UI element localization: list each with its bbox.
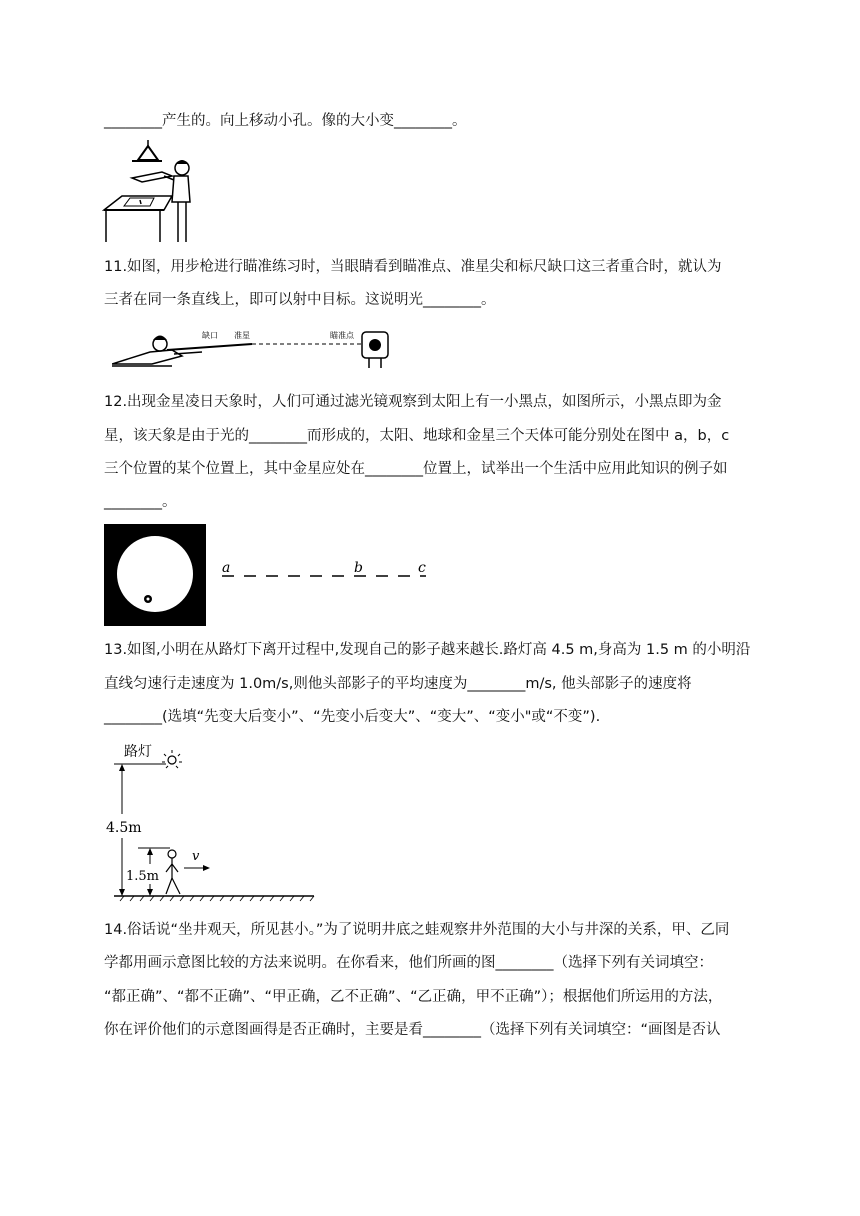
- q12-text-line-3: 三个位置的某个位置上，其中金星应处在________位置上，试举出一个生活中应用此知识的例子如: [104, 461, 728, 477]
- velocity-label: v: [192, 849, 200, 864]
- pinhole-experiment-figure: [102, 140, 194, 244]
- front-sight-label: 准星: [234, 331, 250, 340]
- lamp-height-label: 4.5m: [106, 820, 142, 836]
- person-height-label: 1.5m: [126, 869, 160, 884]
- street-lamp-figure: [104, 738, 316, 902]
- q11-text-line-1: 11.如图，用步枪进行瞄准练习时，当眼睛看到瞄准点、准星尖和标尺缺口这三者重合时，就认为: [104, 259, 722, 275]
- q13-text-line-2: 直线匀速行走速度为 1.0m/s,则他头部影子的平均速度为________m/s, 他头部影子的速度将: [104, 676, 692, 692]
- q14-text-line-1: 14.俗话说“坐井观天，所见甚小。”为了说明井底之蛙观察井外范围的大小与井深的关系，甲、乙同: [104, 922, 730, 938]
- position-b-label: b: [354, 560, 363, 576]
- q12-text-line-2: 星，该天象是由于光的________而形成的，太阳、地球和金星三个天体可能分别处在图中 a，b，c: [104, 428, 730, 444]
- venus-transit-figure: [104, 524, 434, 626]
- q14-text-line-4: 你在评价他们的示意图画得是否正确时，主要是看________（选择下列有关词填空：“画图是否认: [104, 1022, 721, 1038]
- q14-text-line-3: “都正确”、“都不正确”、“甲正确，乙不正确”、“乙正确，甲不正确”）；根据他们所运用的方法，: [104, 989, 723, 1005]
- aim-point-label: 瞄准点: [330, 331, 354, 340]
- q12-text-line-4: ________。: [104, 494, 177, 510]
- q13-text-line-1: 13.如图,小明在从路灯下离开过程中,发现自己的影子越来越长.路灯高 4.5 m,身高为 1.5 m 的小明沿: [104, 642, 751, 658]
- q12-text-line-1: 12.出现金星凌日天象时，人们可通过滤光镜观察到太阳上有一小黑点，如图所示，小黑点即为金: [104, 394, 722, 410]
- q13-text-line-3: ________(选填“先变大后变小”、“先变小后变大”、“变大”、“变小"或“不变”).: [104, 709, 601, 725]
- position-c-label: c: [418, 560, 426, 576]
- q11-text-line-2: 三者在同一条直线上，即可以射中目标。这说明光________。: [104, 292, 496, 308]
- lamp-label: 路灯: [124, 744, 152, 760]
- notch-label: 缺口: [202, 331, 218, 340]
- position-a-label: a: [222, 560, 231, 576]
- q10-text-line: ________产生的。向上移动小孔。像的大小变________。: [104, 113, 467, 129]
- rifle-aiming-figure: [112, 322, 402, 374]
- q14-text-line-2: 学都用画示意图比较的方法来说明。在你看来，他们所画的图________（选择下列有关词填空：: [104, 955, 713, 971]
